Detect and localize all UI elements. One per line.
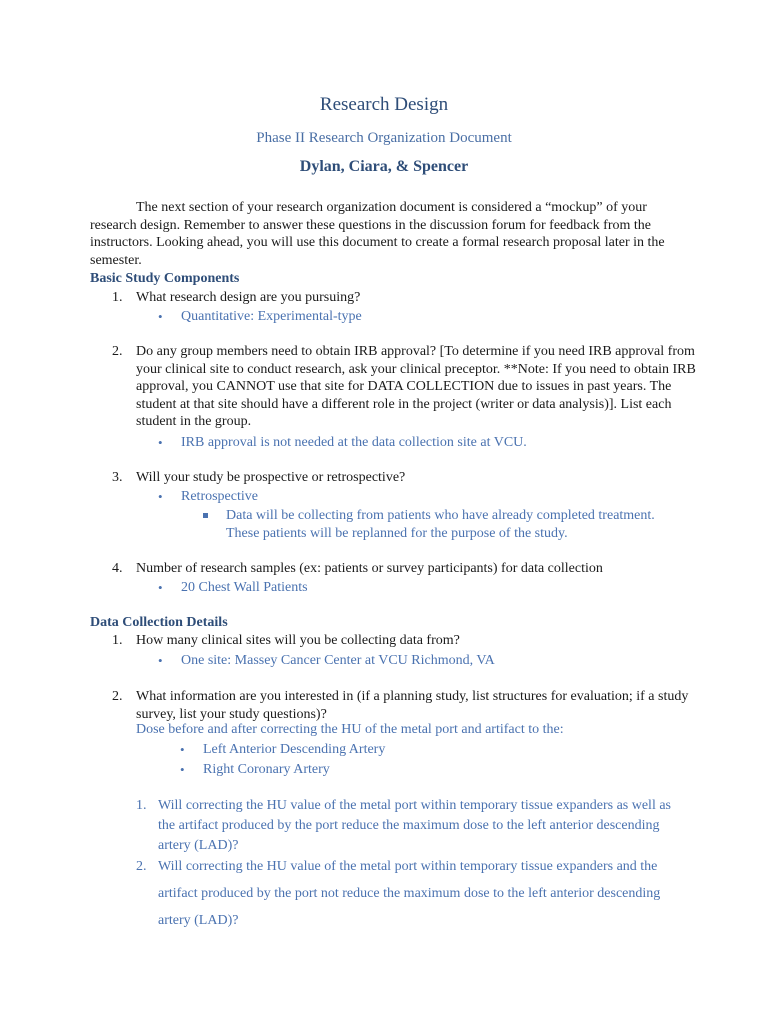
- answer-text: 20 Chest Wall Patients: [181, 580, 308, 595]
- research-question-number: 1.: [136, 798, 147, 813]
- research-question-text: Will correcting the HU value of the metal port within temporary tissue expanders and the artifact produced by the port not reduce the maximum dose to the left anterior descending artery (LAD)?: [158, 859, 661, 928]
- question-number: 1.: [112, 290, 123, 305]
- question-text: What research design are you pursuing?: [136, 290, 361, 305]
- question-text: Will your study be prospective or retrospective?: [136, 470, 406, 485]
- question-text: Number of research samples (ex: patients or survey participants) for data collection: [136, 561, 603, 576]
- question-number: 2.: [112, 344, 123, 359]
- question-number: 2.: [112, 689, 123, 704]
- answer-text: One site: Massey Cancer Center at VCU Richmond, VA: [181, 653, 495, 668]
- document-title: Research Design: [319, 94, 449, 115]
- structure-text: Left Anterior Descending Artery: [203, 742, 386, 757]
- bullet-icon: •: [158, 489, 163, 504]
- intro-paragraph: The next section of your research organization document is considered a “mockup” of your research design. Remember to answer these questions in the discussion forum for feedback from the instructors. Looking ahead, you will use this document to create a formal research proposal later in the semester.: [90, 200, 665, 268]
- bullet-icon: •: [158, 309, 163, 324]
- data-collection-heading: Data Collection Details: [90, 615, 228, 630]
- sub-answer-text: Data will be collecting from patients who have already completed treatment. These patients will be replanned for the purpose of the study.: [226, 508, 655, 541]
- document-authors: Dylan, Ciara, & Spencer: [299, 158, 469, 175]
- question-number: 1.: [112, 633, 123, 648]
- bullet-icon: •: [180, 762, 185, 777]
- question-number: 3.: [112, 470, 123, 485]
- question-text: What information are you interested in (if a planning study, list structures for evaluation; if a study survey, list your study questions)?: [136, 689, 689, 722]
- bullet-icon: •: [158, 435, 163, 450]
- question-number: 4.: [112, 561, 123, 576]
- answer-text: IRB approval is not needed at the data collection site at VCU.: [181, 435, 527, 450]
- basic-study-heading: Basic Study Components: [90, 271, 240, 286]
- question-text: Do any group members need to obtain IRB approval? [To determine if you need IRB approval from your clinical site to conduct research, ask your clinical preceptor. **Note: If you need to obtain IRB approval, you CANNOT use that site for DATA COLLECTION due to issues in past years. The student at that site should have a different role in the project (writer or data analysis)]. List each student in the group.: [136, 344, 696, 430]
- answer-text: Retrospective: [181, 489, 258, 504]
- bullet-icon: •: [180, 742, 185, 757]
- structure-text: Right Coronary Artery: [203, 762, 330, 777]
- question-text: How many clinical sites will you be collecting data from?: [136, 633, 460, 648]
- research-question-number: 2.: [136, 859, 147, 874]
- bullet-icon: •: [158, 653, 163, 668]
- answer-text: Quantitative: Experimental-type: [181, 309, 362, 324]
- document-subtitle: Phase II Research Organization Document: [256, 130, 512, 146]
- research-question-text: Will correcting the HU value of the metal port within temporary tissue expanders as well as the artifact produced by the port reduce the maximum dose to the left anterior descending artery (LAD)?: [158, 798, 672, 853]
- bullet-icon: •: [158, 580, 163, 595]
- square-bullet-icon: [203, 513, 208, 518]
- dose-intro-text: Dose before and after correcting the HU of the metal port and artifact to the:: [136, 722, 564, 737]
